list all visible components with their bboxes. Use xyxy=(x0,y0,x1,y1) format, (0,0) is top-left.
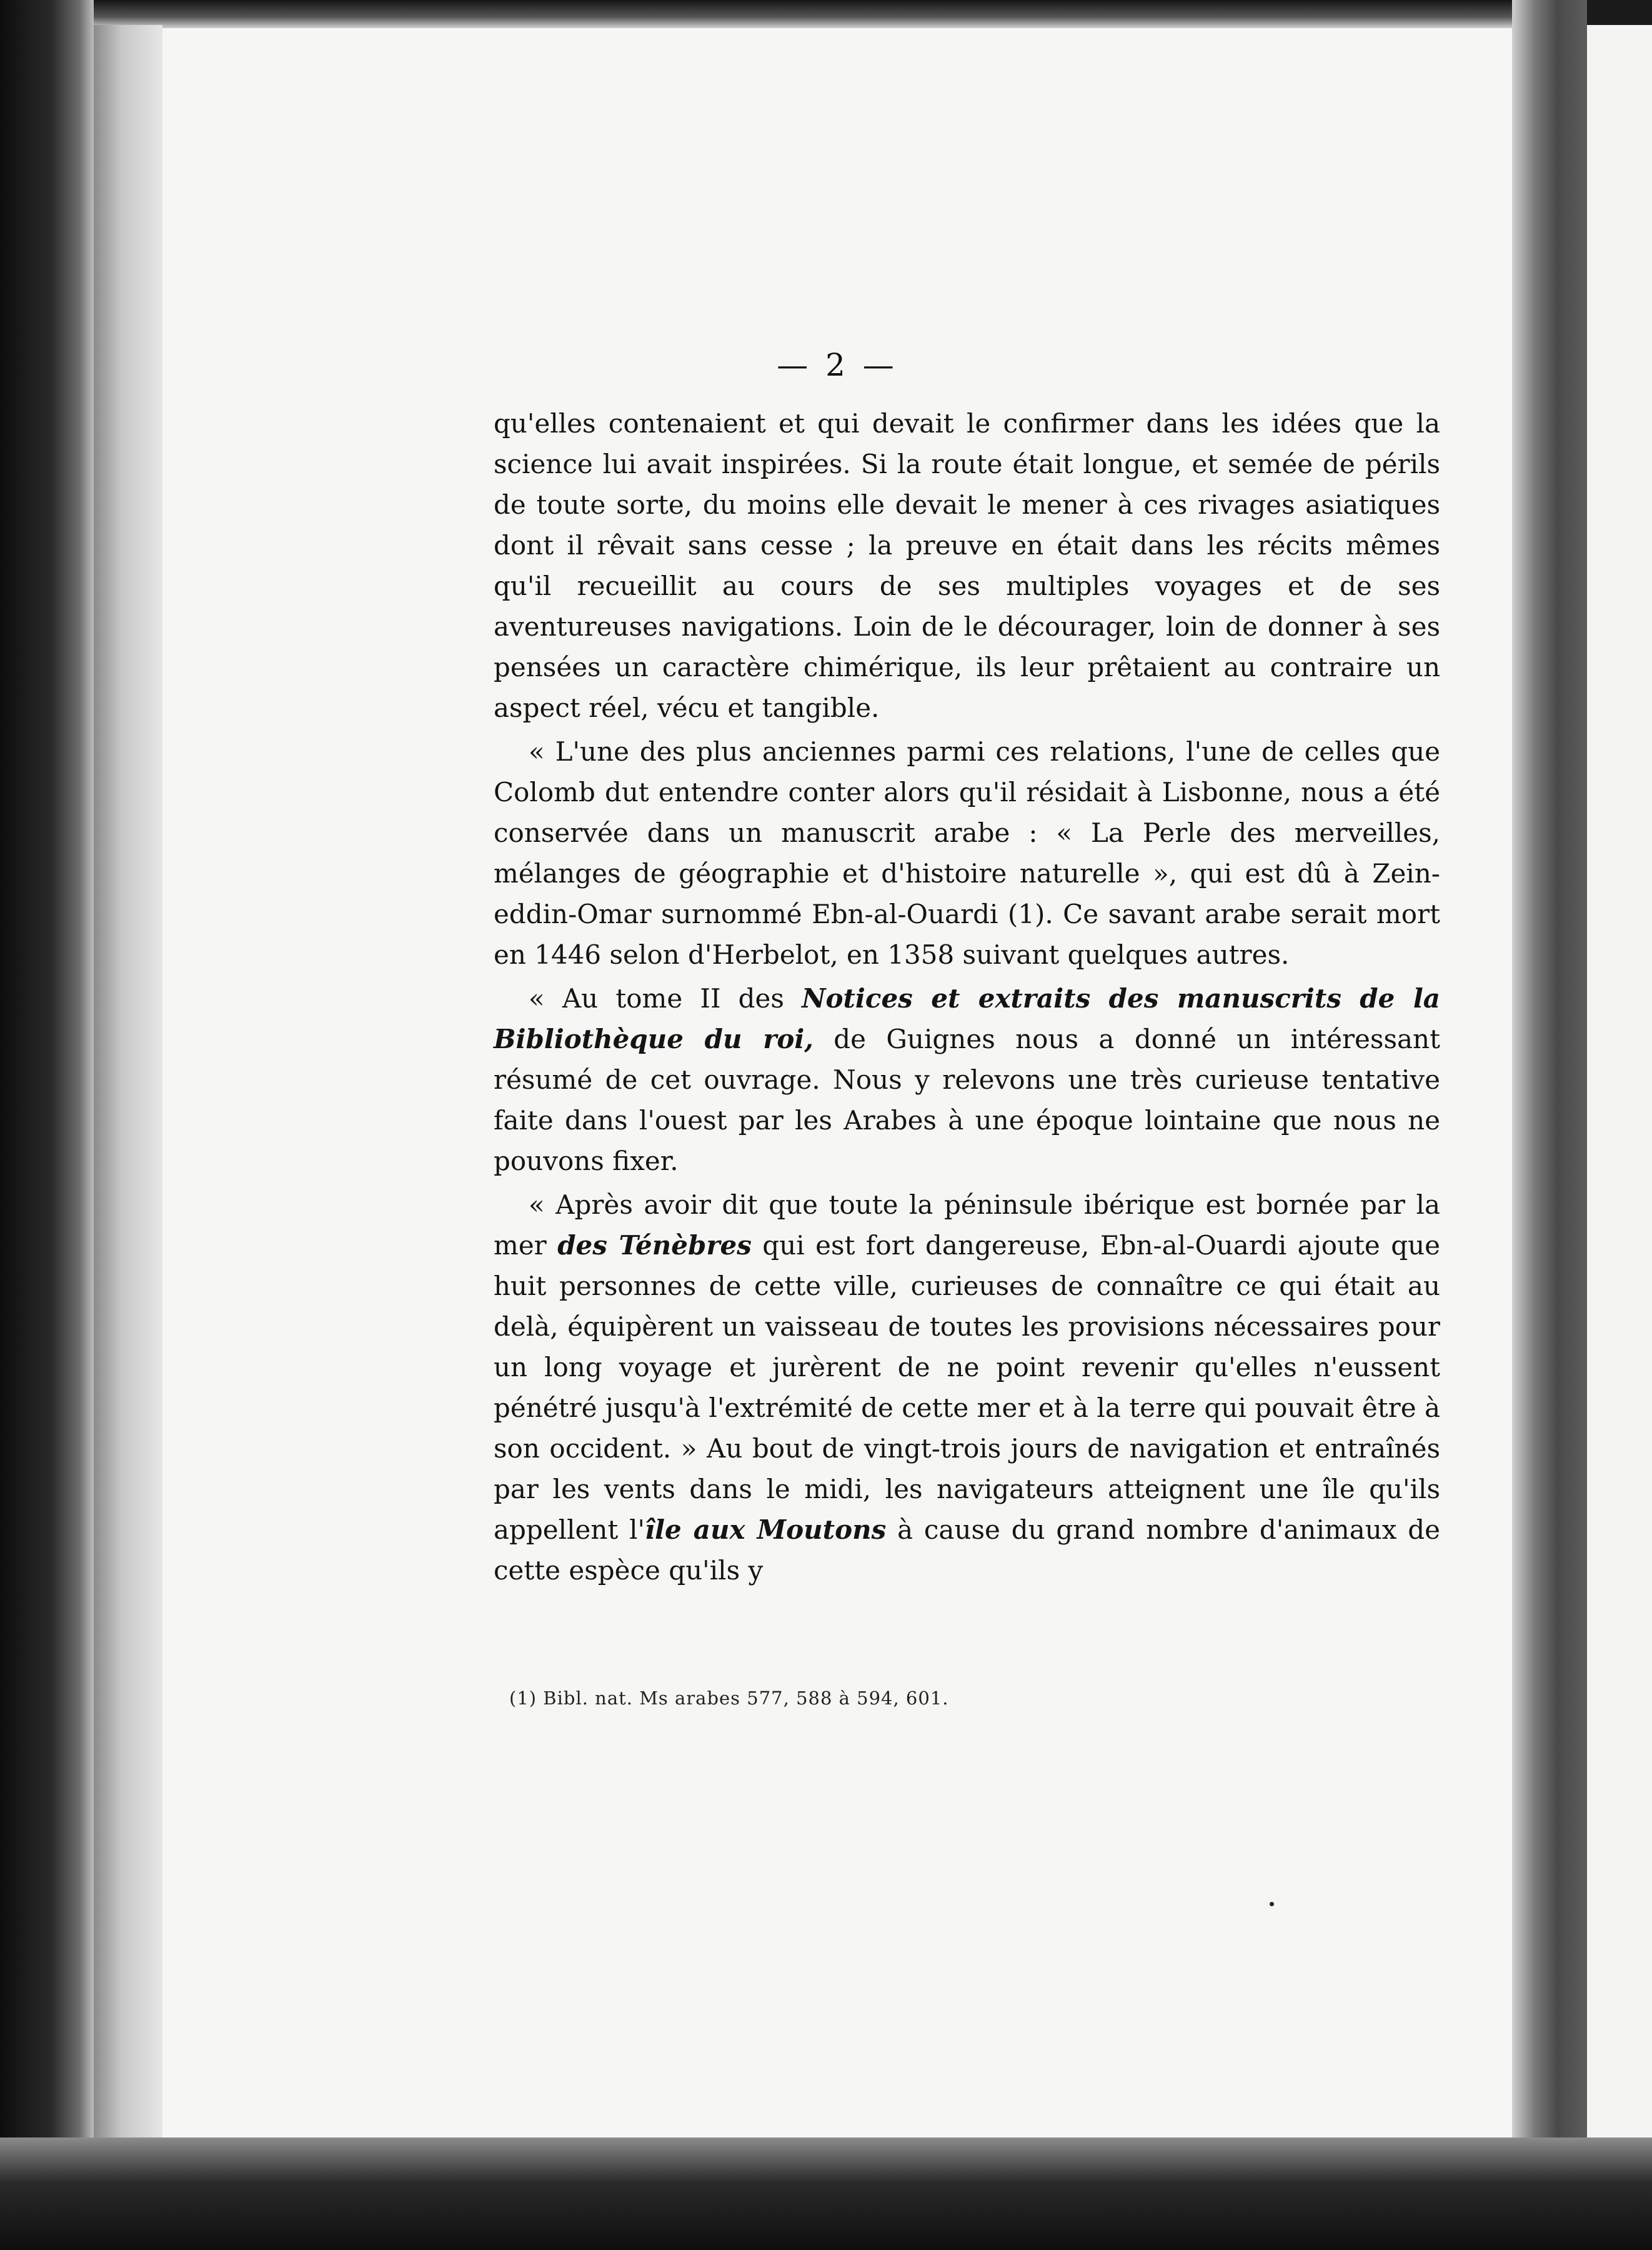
scan-border-left xyxy=(0,0,94,2250)
paragraph xyxy=(494,731,1440,975)
paragraph xyxy=(494,1184,1440,1591)
scan-border-bottom xyxy=(0,2138,1652,2250)
italic-title: Notices et extraits des manuscrits de la Bibliothèque du roi, xyxy=(494,983,1440,1054)
paragraph-text: « Après avoir dit que toute la péninsule ibérique est bornée par la mer xyxy=(494,1189,1440,1261)
italic-term: des Ténèbres xyxy=(557,1230,752,1261)
ink-speck xyxy=(1270,1902,1274,1906)
paragraph-text: qu'elles contenaient et qui devait le confirmer dans les idées que la science lui avait inspirées. Si la route était longue, et semée de périls de toute sorte, du moins elle devait le mener à ces rivages asiatiques dont il rêvait sans cesse ; la preuve en était dans les récits mêmes qu'il recueillit au cours de ses multiples voyages et de ses aventureuses navigations. Loin de le décourager, loin de donner à ses pensées un caractère chimérique, ils leur prêtaient au contraire un aspect réel, vécu et tangible. xyxy=(494,408,1440,723)
paragraph-text: « Au tome II des xyxy=(529,983,802,1014)
paragraph xyxy=(494,978,1440,1181)
italic-term: île aux Moutons xyxy=(645,1514,887,1545)
paragraph-text: de Guignes nous a donné un intéressant résumé de cet ouvrage. Nous y relevons une très curieuse tentative faite dans l'ouest par les Arabes à une époque lointaine que nous ne pouvons fixer. xyxy=(494,1024,1440,1176)
adjacent-page-edge xyxy=(1587,25,1652,2150)
page-body-text xyxy=(494,403,1440,1594)
page-number: — 2 — xyxy=(777,347,898,383)
scan-border-top xyxy=(94,0,1568,28)
paragraph-text: « L'une des plus anciennes parmi ces relations, l'une de celles que Colomb dut entendre conter alors qu'il résidait à Lisbonne, nous a été conservée dans un manuscrit arabe : « La Perle des merveilles, mélanges de géographie et d'histoire naturelle », qui est dû à Zein-eddin-Omar surnommé Ebn-al-Ouardi (1). Ce savant arabe serait mort en 1446 selon d'Herbelot, en 1358 suivant quelques autres. xyxy=(494,736,1440,970)
paragraph xyxy=(494,403,1440,728)
book-gutter xyxy=(1512,0,1587,2250)
footnote: (1) Bibl. nat. Ms arabes 577, 588 à 594, 601. xyxy=(509,1688,949,1709)
book-page xyxy=(162,28,1512,2138)
paragraph-text: à cause du grand nombre d'animaux de cette espèce qu'ils y xyxy=(494,1514,1441,1586)
scan-border-left-shadow xyxy=(94,25,162,2138)
paragraph-text: qui est fort dangereuse, Ebn-al-Ouardi ajoute que huit personnes de cette ville, curieuses de connaître ce qui était au delà, équipèrent un vaisseau de toutes les provisions nécessaires pour un long voyage et jurèrent de ne point revenir qu'elles n'eussent pénétré jusqu'à l'extrémité de cette mer et à la terre qui pouvait être à son occident. » Au bout de vingt-trois jours de navigation et entraînés par les vents dans le midi, les navigateurs atteignent une île qu'ils appellent l' xyxy=(494,1230,1440,1545)
